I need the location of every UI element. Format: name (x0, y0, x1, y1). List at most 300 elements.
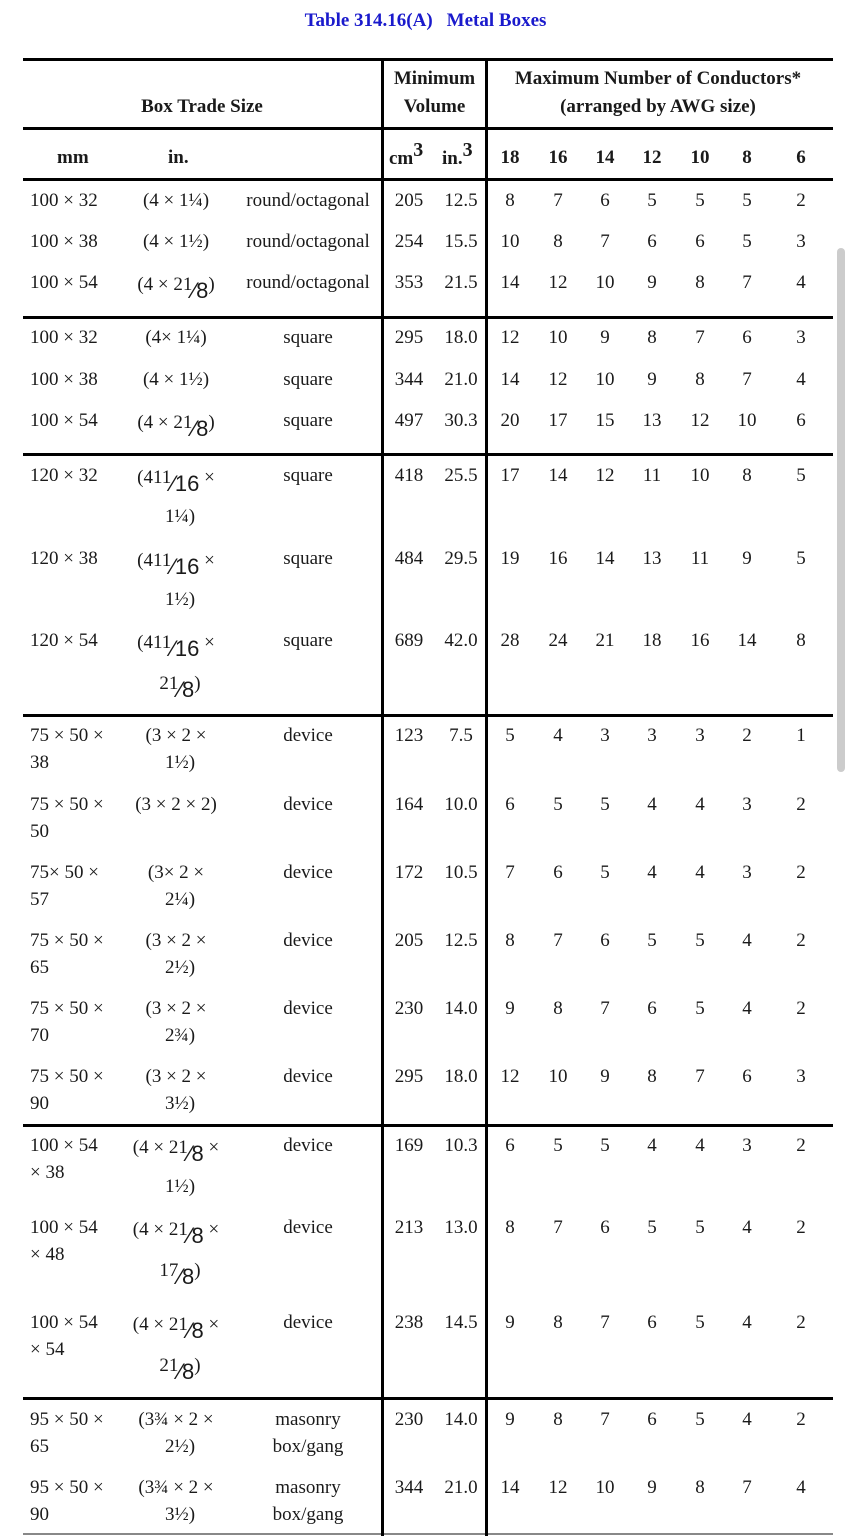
cell-awg-10: 5 (695, 1312, 705, 1333)
cell-awg-14: 7 (600, 1312, 610, 1333)
cell-in: (411⁄16 × (137, 467, 215, 496)
cell-awg-6: 5 (796, 465, 806, 486)
cell-awg-10: 8 (695, 369, 705, 390)
cell-type: round/octagonal (246, 190, 370, 211)
cell-in: (4 × 21⁄8 × (132, 1314, 220, 1343)
cell-awg-14: 10 (595, 369, 615, 390)
cell-awg-8: 7 (742, 272, 752, 293)
cell-awg-8: 6 (742, 327, 752, 348)
cell-awg-8: 6 (742, 1066, 752, 1087)
header-awg-8: 8 (742, 147, 752, 168)
cell-awg-14: 14 (595, 548, 615, 569)
cell-type: square (283, 548, 333, 569)
cell-in3: 30.3 (444, 410, 478, 431)
cell-awg-6: 3 (796, 327, 806, 348)
cell-mm: × 48 (30, 1244, 65, 1265)
cell-cm3: 344 (394, 1477, 424, 1498)
cell-in: 2¾) (164, 1025, 196, 1046)
cell-awg-18: 8 (505, 930, 515, 951)
cell-cm3: 238 (394, 1312, 424, 1333)
cell-awg-14: 5 (600, 862, 610, 883)
cell-mm: 70 (30, 1025, 49, 1046)
cell-awg-12: 6 (647, 231, 657, 252)
cell-awg-12: 13 (642, 410, 662, 431)
cell-awg-10: 3 (695, 725, 705, 746)
cell-in: 1¼) (164, 506, 196, 527)
cell-cm3: 172 (394, 862, 424, 883)
cell-in3: 14.5 (444, 1312, 478, 1333)
cell-awg-14: 12 (595, 465, 615, 486)
cell-in: (3× 2 × (147, 862, 205, 883)
cell-mm: 90 (30, 1093, 49, 1114)
cell-awg-6: 2 (796, 1312, 806, 1333)
cell-awg-16: 8 (553, 1409, 563, 1430)
cell-awg-18: 5 (505, 725, 515, 746)
cell-type: box/gang (272, 1504, 344, 1525)
vertical-scrollbar[interactable] (837, 248, 845, 772)
cell-in: 3½) (164, 1504, 196, 1525)
cell-type: square (283, 630, 333, 651)
cell-awg-14: 7 (600, 231, 610, 252)
header-max-conductors-1: Maximum Number of Conductors* (514, 68, 802, 89)
cell-awg-10: 5 (695, 1217, 705, 1238)
cell-awg-10: 11 (690, 548, 710, 569)
cell-cm3: 353 (394, 272, 424, 293)
cell-in3: 7.5 (449, 725, 473, 746)
cell-in3: 14.0 (444, 998, 478, 1019)
cell-awg-14: 5 (600, 1135, 610, 1156)
header-awg-12: 12 (642, 147, 662, 168)
cell-awg-16: 8 (553, 1312, 563, 1333)
cell-mm: 38 (30, 752, 49, 773)
cell-in: (411⁄16 × (137, 550, 215, 579)
cell-awg-8: 4 (742, 1217, 752, 1238)
cell-awg-16: 6 (553, 862, 563, 883)
header-awg-6: 6 (796, 147, 806, 168)
cell-cm3: 344 (394, 369, 424, 390)
table-title (0, 10, 851, 32)
cell-type: device (283, 862, 333, 883)
cell-awg-18: 8 (505, 1217, 515, 1238)
cell-cm3: 205 (394, 190, 424, 211)
cell-mm: 95 × 50 × (30, 1409, 104, 1430)
cell-cm3: 164 (394, 794, 424, 815)
cell-awg-16: 24 (548, 630, 568, 651)
cell-awg-16: 7 (553, 190, 563, 211)
cell-mm: 75× 50 × (30, 862, 99, 883)
cell-mm: 100 × 54 (30, 410, 98, 431)
cell-cm3: 230 (394, 1409, 424, 1430)
cell-in: (4 × 21⁄8 × (132, 1137, 220, 1166)
rule-group-5 (23, 1397, 833, 1400)
rule-group-4 (23, 1124, 833, 1127)
cell-awg-6: 2 (796, 862, 806, 883)
cell-in3: 21.0 (444, 1477, 478, 1498)
cell-in: 1½) (164, 589, 196, 610)
cell-awg-8: 2 (742, 725, 752, 746)
cell-awg-12: 9 (647, 272, 657, 293)
header-in: in. (168, 147, 189, 168)
cell-awg-16: 10 (548, 1066, 568, 1087)
cell-awg-18: 6 (505, 1135, 515, 1156)
cell-in: 17⁄8) (159, 1260, 201, 1289)
cell-awg-8: 4 (742, 930, 752, 951)
cell-type: masonry (275, 1409, 341, 1430)
cell-type: masonry (275, 1477, 341, 1498)
cell-awg-18: 14 (500, 369, 520, 390)
cell-awg-18: 28 (500, 630, 520, 651)
cell-mm: 95 × 50 × (30, 1477, 104, 1498)
cell-in: 21⁄8) (159, 673, 201, 702)
cell-cm3: 123 (394, 725, 424, 746)
cell-awg-16: 12 (548, 369, 568, 390)
cell-mm: 100 × 32 (30, 327, 98, 348)
cell-awg-6: 4 (796, 1477, 806, 1498)
cell-awg-10: 5 (695, 930, 705, 951)
cell-in: 21⁄8) (159, 1355, 201, 1384)
cell-type: square (283, 327, 333, 348)
cell-cm3: 418 (394, 465, 424, 486)
cm3-sup: 3 (413, 139, 424, 161)
cell-awg-18: 14 (500, 1477, 520, 1498)
cell-awg-14: 7 (600, 998, 610, 1019)
cell-cm3: 254 (394, 231, 424, 252)
cell-awg-14: 5 (600, 794, 610, 815)
cell-type: square (283, 369, 333, 390)
cell-awg-14: 6 (600, 1217, 610, 1238)
cell-in: (3 × 2 × (145, 998, 207, 1019)
cell-awg-8: 4 (742, 998, 752, 1019)
header-max-conductors-2: (arranged by AWG size) (560, 96, 756, 117)
cell-awg-18: 12 (500, 1066, 520, 1087)
cell-awg-6: 4 (796, 369, 806, 390)
vline-volume-left (381, 58, 384, 1536)
cell-awg-16: 16 (548, 548, 568, 569)
header-min-volume-1: Minimum (393, 68, 476, 89)
vline-volume-right (485, 58, 488, 1536)
cell-awg-12: 6 (647, 1409, 657, 1430)
cell-awg-8: 3 (742, 1135, 752, 1156)
cell-awg-12: 4 (647, 1135, 657, 1156)
cell-in3: 12.5 (444, 190, 478, 211)
cell-in: (411⁄16 × (137, 632, 215, 661)
cell-mm: 100 × 54 (30, 1135, 98, 1156)
cell-awg-14: 10 (595, 1477, 615, 1498)
cell-in3: 14.0 (444, 1409, 478, 1430)
cell-awg-18: 20 (500, 410, 520, 431)
cell-awg-16: 12 (548, 272, 568, 293)
rule-header-bottom (23, 178, 833, 181)
cell-type: device (283, 1135, 333, 1156)
cell-in: (3 × 2 × 2) (135, 794, 217, 815)
header-cm3 (389, 139, 424, 173)
cell-awg-12: 8 (647, 327, 657, 348)
cell-awg-10: 16 (690, 630, 710, 651)
cell-mm: 75 × 50 × (30, 998, 104, 1019)
cell-mm: 120 × 54 (30, 630, 98, 651)
cell-in: (3 × 2 × (145, 725, 207, 746)
cell-awg-18: 19 (500, 548, 520, 569)
cell-in: 3½) (164, 1093, 196, 1114)
cell-awg-16: 10 (548, 327, 568, 348)
cell-in: (3 × 2 × (145, 1066, 207, 1087)
cell-awg-12: 3 (647, 725, 657, 746)
cell-in3: 21.0 (444, 369, 478, 390)
cell-awg-6: 4 (796, 272, 806, 293)
cell-type: square (283, 410, 333, 431)
cell-awg-6: 2 (796, 998, 806, 1019)
cell-in3: 21.5 (444, 272, 478, 293)
cell-cm3: 484 (394, 548, 424, 569)
cell-awg-8: 5 (742, 231, 752, 252)
cell-cm3: 689 (394, 630, 424, 651)
cell-awg-12: 18 (642, 630, 662, 651)
cell-type: round/octagonal (246, 231, 370, 252)
cell-awg-18: 9 (505, 998, 515, 1019)
cell-awg-10: 10 (690, 465, 710, 486)
cell-mm: 50 (30, 821, 49, 842)
cell-awg-12: 6 (647, 1312, 657, 1333)
cell-mm: 120 × 38 (30, 548, 98, 569)
cell-type: device (283, 794, 333, 815)
rule-bottom (23, 1533, 833, 1535)
table-name: Metal Boxes (446, 10, 547, 31)
cell-awg-14: 7 (600, 1409, 610, 1430)
cell-awg-8: 14 (737, 630, 757, 651)
cell-awg-18: 9 (505, 1312, 515, 1333)
header-in3 (442, 139, 473, 173)
table-number: Table 314.16(A) (304, 10, 433, 31)
cell-awg-14: 6 (600, 190, 610, 211)
cell-awg-8: 3 (742, 862, 752, 883)
cell-awg-12: 5 (647, 190, 657, 211)
cell-awg-6: 2 (796, 930, 806, 951)
cell-awg-8: 4 (742, 1409, 752, 1430)
header-awg-10: 10 (690, 147, 710, 168)
cell-awg-14: 6 (600, 930, 610, 951)
cell-mm: 100 × 54 (30, 1312, 98, 1333)
cell-type: square (283, 465, 333, 486)
cell-type: device (283, 725, 333, 746)
cell-cm3: 230 (394, 998, 424, 1019)
cell-cm3: 295 (394, 1066, 424, 1087)
cell-awg-12: 9 (647, 369, 657, 390)
cell-awg-14: 15 (595, 410, 615, 431)
cell-in: (4 × 21⁄8 × (132, 1219, 220, 1248)
cell-in3: 29.5 (444, 548, 478, 569)
cell-mm: 75 × 50 × (30, 794, 104, 815)
cell-awg-6: 2 (796, 1135, 806, 1156)
cell-awg-10: 5 (695, 190, 705, 211)
rule-group-3 (23, 714, 833, 717)
cell-cm3: 295 (394, 327, 424, 348)
cell-type: device (283, 930, 333, 951)
cell-cm3: 497 (394, 410, 424, 431)
cell-awg-18: 10 (500, 231, 520, 252)
cell-awg-18: 17 (500, 465, 520, 486)
cell-awg-8: 8 (742, 465, 752, 486)
cell-mm: 100 × 54 (30, 272, 98, 293)
cell-awg-12: 5 (647, 930, 657, 951)
cell-awg-10: 6 (695, 231, 705, 252)
cell-awg-6: 5 (796, 548, 806, 569)
cell-in: (4 × 1½) (142, 369, 210, 390)
cell-awg-8: 7 (742, 369, 752, 390)
cell-awg-16: 8 (553, 998, 563, 1019)
cell-awg-6: 2 (796, 1217, 806, 1238)
cell-mm: 65 (30, 1436, 49, 1457)
cell-awg-16: 17 (548, 410, 568, 431)
cell-cm3: 205 (394, 930, 424, 951)
cell-awg-6: 3 (796, 231, 806, 252)
cell-cm3: 213 (394, 1217, 424, 1238)
cell-awg-6: 3 (796, 1066, 806, 1087)
cell-mm: 100 × 38 (30, 369, 98, 390)
cell-awg-10: 8 (695, 272, 705, 293)
cell-mm: 65 (30, 957, 49, 978)
cell-awg-10: 7 (695, 327, 705, 348)
cell-awg-10: 5 (695, 998, 705, 1019)
cell-awg-16: 7 (553, 1217, 563, 1238)
cell-type: device (283, 1312, 333, 1333)
cell-awg-14: 3 (600, 725, 610, 746)
cell-awg-12: 9 (647, 1477, 657, 1498)
cell-awg-12: 6 (647, 998, 657, 1019)
cell-awg-12: 13 (642, 548, 662, 569)
cell-mm: 90 (30, 1504, 49, 1525)
cell-in3: 42.0 (444, 630, 478, 651)
cell-awg-10: 4 (695, 862, 705, 883)
cell-awg-16: 7 (553, 930, 563, 951)
cell-mm: 100 × 32 (30, 190, 98, 211)
cell-awg-16: 5 (553, 794, 563, 815)
cell-awg-12: 8 (647, 1066, 657, 1087)
cell-awg-10: 12 (690, 410, 710, 431)
cell-in: 2½) (164, 957, 196, 978)
cell-awg-14: 9 (600, 1066, 610, 1087)
cell-awg-8: 3 (742, 794, 752, 815)
cell-awg-8: 9 (742, 548, 752, 569)
in3-sup: 3 (462, 139, 473, 161)
cell-type: device (283, 1217, 333, 1238)
cell-in3: 10.3 (444, 1135, 478, 1156)
cell-in3: 12.5 (444, 930, 478, 951)
cell-awg-16: 12 (548, 1477, 568, 1498)
cell-type: device (283, 1066, 333, 1087)
cell-in3: 15.5 (444, 231, 478, 252)
cell-in: (3¾ × 2 × (138, 1409, 214, 1430)
cell-awg-16: 5 (553, 1135, 563, 1156)
cell-in: (4 × 1¼) (142, 190, 210, 211)
cell-awg-18: 12 (500, 327, 520, 348)
cell-in: (4× 1¼) (145, 327, 207, 348)
cell-type: device (283, 998, 333, 1019)
header-mm: mm (57, 147, 89, 168)
cell-in3: 10.0 (444, 794, 478, 815)
cell-in3: 18.0 (444, 1066, 478, 1087)
cm3-label: cm (389, 148, 414, 169)
cell-awg-18: 6 (505, 794, 515, 815)
cell-awg-6: 6 (796, 410, 806, 431)
cell-mm: 100 × 38 (30, 231, 98, 252)
rule-top (23, 58, 833, 61)
cell-awg-6: 8 (796, 630, 806, 651)
cell-in: 1½) (164, 752, 196, 773)
cell-in3: 18.0 (444, 327, 478, 348)
cell-in: 1½) (164, 1176, 196, 1197)
cell-in: (4 × 21⁄8) (137, 412, 215, 441)
cell-in3: 10.5 (444, 862, 478, 883)
cell-mm: 75 × 50 × (30, 930, 104, 951)
cell-in3: 25.5 (444, 465, 478, 486)
cell-awg-18: 9 (505, 1409, 515, 1430)
cell-in: 2½) (164, 1436, 196, 1457)
cell-awg-14: 9 (600, 327, 610, 348)
cell-in: (4 × 21⁄8) (137, 274, 215, 303)
cell-in: 2¼) (164, 889, 196, 910)
cell-awg-8: 7 (742, 1477, 752, 1498)
cell-in: (3¾ × 2 × (138, 1477, 214, 1498)
cell-awg-8: 5 (742, 190, 752, 211)
cell-awg-12: 5 (647, 1217, 657, 1238)
cell-mm: 75 × 50 × (30, 725, 104, 746)
cell-awg-18: 14 (500, 272, 520, 293)
cell-mm: 57 (30, 889, 49, 910)
header-awg-16: 16 (548, 147, 568, 168)
cell-type: round/octagonal (246, 272, 370, 293)
cell-awg-14: 10 (595, 272, 615, 293)
rule-group-2 (23, 453, 833, 456)
cell-mm: 100 × 54 (30, 1217, 98, 1238)
cell-mm: × 54 (30, 1339, 65, 1360)
header-awg-18: 18 (500, 147, 520, 168)
cell-awg-12: 4 (647, 862, 657, 883)
cell-mm: × 38 (30, 1162, 65, 1183)
cell-awg-8: 4 (742, 1312, 752, 1333)
cell-awg-6: 2 (796, 1409, 806, 1430)
cell-awg-8: 10 (737, 410, 757, 431)
cell-awg-16: 8 (553, 231, 563, 252)
rule-header-mid (23, 127, 833, 130)
cell-mm: 120 × 32 (30, 465, 98, 486)
cell-in: (4 × 1½) (142, 231, 210, 252)
cell-awg-16: 14 (548, 465, 568, 486)
cell-awg-10: 4 (695, 794, 705, 815)
cell-awg-6: 2 (796, 190, 806, 211)
header-awg-14: 14 (595, 147, 615, 168)
in3-label: in. (442, 148, 463, 169)
rule-group-1 (23, 316, 833, 319)
cell-in3: 13.0 (444, 1217, 478, 1238)
cell-in: (3 × 2 × (145, 930, 207, 951)
cell-awg-18: 8 (505, 190, 515, 211)
cell-awg-10: 4 (695, 1135, 705, 1156)
cell-awg-12: 4 (647, 794, 657, 815)
cell-awg-6: 2 (796, 794, 806, 815)
header-box-trade-size: Box Trade Size (141, 96, 263, 117)
header-min-volume-2: Volume (403, 96, 466, 117)
cell-awg-10: 8 (695, 1477, 705, 1498)
cell-awg-12: 11 (642, 465, 662, 486)
cell-mm: 75 × 50 × (30, 1066, 104, 1087)
cell-cm3: 169 (394, 1135, 424, 1156)
cell-awg-16: 4 (553, 725, 563, 746)
cell-awg-14: 21 (595, 630, 615, 651)
cell-awg-10: 5 (695, 1409, 705, 1430)
cell-type: box/gang (272, 1436, 344, 1457)
cell-awg-6: 1 (796, 725, 806, 746)
cell-awg-18: 7 (505, 862, 515, 883)
